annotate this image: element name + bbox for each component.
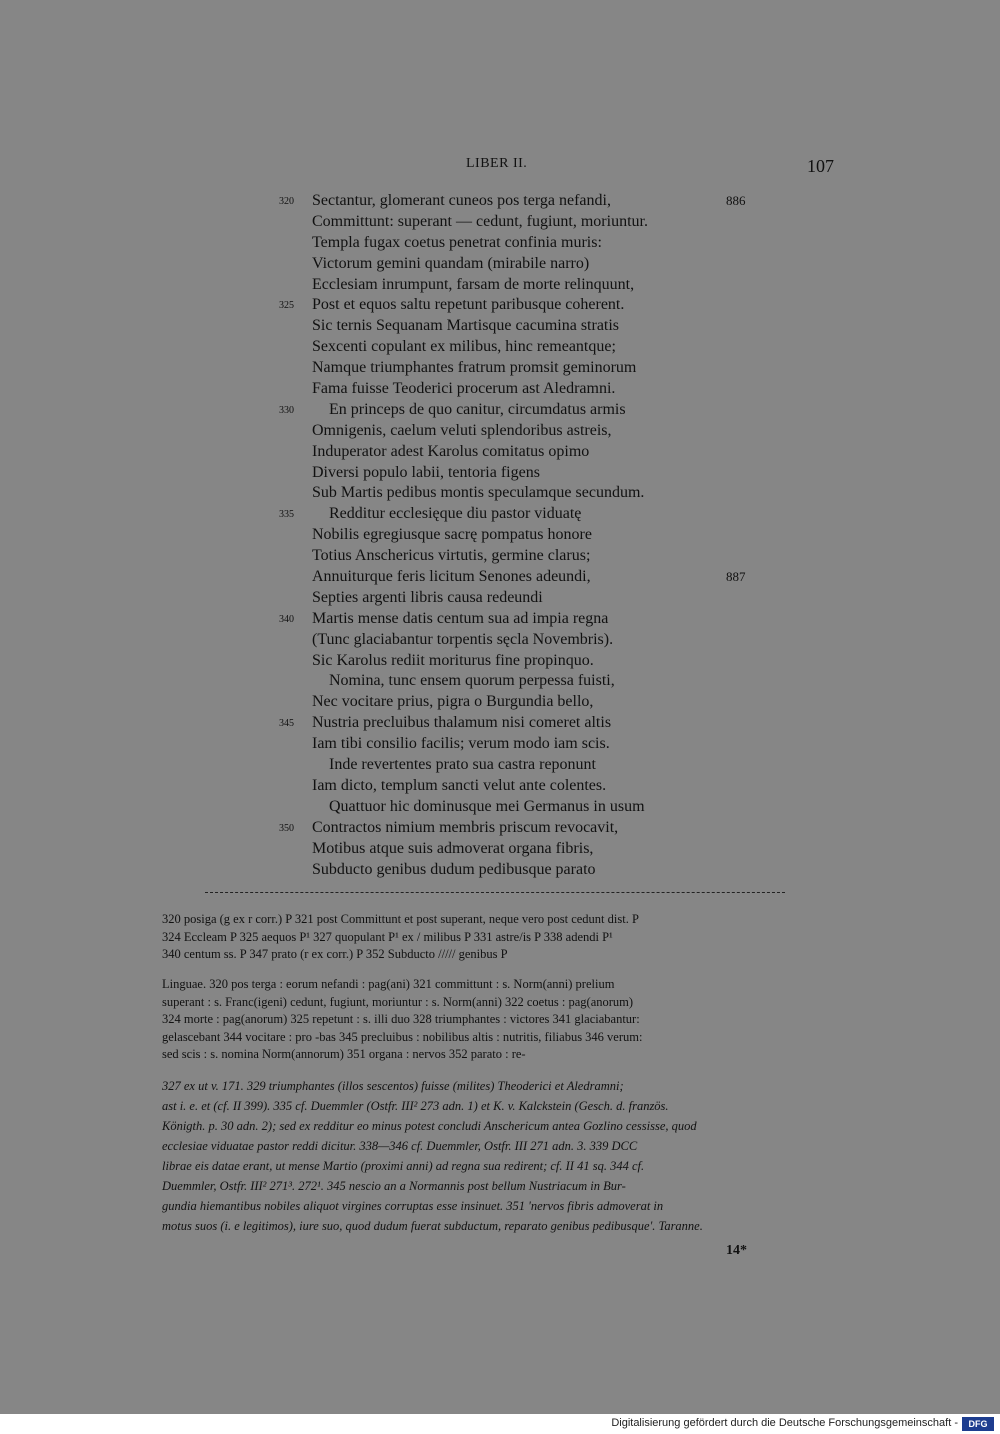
verse-text: Nustria precluibus thalamum nisi comeret altis (312, 714, 612, 732)
verse-line (0, 839, 1000, 860)
verse-text: (Tunc glaciabantur torpentis sęcla Novembris). (312, 630, 614, 648)
verse-text: Diversi populo labii, tentoria figens (312, 463, 540, 481)
line-number: 345 (279, 718, 294, 730)
verse-line (0, 483, 1000, 504)
verse-text: Annuiturque feris licitum Senones adeundi, (312, 568, 591, 586)
verse-line (0, 671, 1000, 692)
verse-line (0, 191, 1000, 212)
verse-line (0, 818, 1000, 839)
verse-line (0, 525, 1000, 546)
verse-text: Totius Anschericus virtutis, germine clarus; (312, 547, 591, 565)
footer-credit: Digitalisierung gefördert durch die Deutsche Forschungsgemeinschaft - (611, 1417, 958, 1429)
verse-text: Ecclesiam inrumpunt, farsam de morte relinquunt, (312, 275, 635, 293)
signature-mark: 14* (726, 1243, 747, 1258)
commentary-line: 327 ex ut v. 171. 329 triumphantes (illos sescentos) fuisse (milites) Theoderici et Aledramni; (162, 1079, 624, 1093)
verse-text: Templa fugax coetus penetrat confinia muris: (312, 233, 602, 251)
gloss-line: 324 morte : pag(anorum) 325 repetunt : s. illi duo 328 triumphantes : victores 341 glaciabantur: (162, 1012, 640, 1026)
verse-line (0, 316, 1000, 337)
gloss-line: Linguae. 320 pos terga : eorum nefandi : pag(ani) 321 committunt : s. Norm(anni) prelium (162, 977, 615, 991)
verse-text: Iam dicto, templum sancti velut ante colentes. (312, 776, 607, 794)
running-head (0, 152, 1000, 182)
verse-line (0, 567, 1000, 588)
commentary-line: ecclesiae viduatae pastor reddi dicitur. 338—346 cf. Duemmler, Ostfr. III 271 adn. 3. 339 DCC (162, 1139, 638, 1153)
verse-line (0, 776, 1000, 797)
verse-text: Nobilis egregiusque sacrę pompatus honore (312, 526, 592, 544)
verse-text: Sub Martis pedibus montis speculamque secundum. (312, 484, 645, 502)
verse-line (0, 275, 1000, 296)
verse-line (0, 442, 1000, 463)
running-title: LIBER II. (466, 156, 528, 171)
verse-line (0, 233, 1000, 254)
verse-line (0, 588, 1000, 609)
verse-text: Namque triumphantes fratrum promsit geminorum (312, 359, 637, 377)
commentary-line: motus suos (i. e legitimos), iure suo, quod dudum fuerat subductum, reparato genibus pedibusque'. Taranne. (162, 1219, 703, 1233)
verse-line (0, 797, 1000, 818)
verse-text: Redditur ecclesięque diu pastor viduatę (329, 505, 582, 523)
verse-line (0, 713, 1000, 734)
dfg-logo: DFG (962, 1417, 994, 1431)
commentary-line: Duemmler, Ostfr. III² 271³. 272¹. 345 nescio an a Normannis post bellum Nustriacum in Bur- (162, 1179, 626, 1193)
verse-line (0, 337, 1000, 358)
verse-text: Induperator adest Karolus comitatus opimo (312, 442, 590, 460)
verse-line (0, 504, 1000, 525)
apparatus-line: 324 Eccleam P 325 aequos P¹ 327 quopulant P¹ ex / milibus P 331 astre/is P 338 adendi P¹ (162, 929, 613, 944)
line-number: 335 (279, 509, 294, 521)
gloss-line: sed scis : s. nomina Norm(annorum) 351 organa : nervos 352 parato : re- (162, 1047, 526, 1061)
verse-line (0, 358, 1000, 379)
verse-text: Committunt: superant — cedunt, fugiunt, moriuntur. (312, 212, 648, 230)
gloss-line: superant : s. Franc(igeni) cedunt, fugiunt, moriuntur : s. Norm(anni) 322 coetus : pag(anorum) (162, 994, 634, 1009)
margin-year: 886 (726, 193, 746, 208)
verse-text: Nomina, tunc ensem quorum perpessa fuisti, (329, 672, 615, 690)
verse-line (0, 860, 1000, 881)
verse-line (0, 734, 1000, 755)
verse-text: Martis mense datis centum sua ad impia regna (312, 609, 609, 627)
verse-text: Sexcenti copulant ex milibus, hinc remeantque; (312, 338, 616, 356)
verse-text: Nec vocitare prius, pigra o Burgundia bello, (312, 693, 594, 711)
verse-block (0, 191, 1000, 880)
verse-text: Fama fuisse Teoderici procerum ast Aledramni. (312, 380, 616, 398)
verse-text: Contractos nimium membris priscum revocavit, (312, 818, 619, 836)
commentary (162, 1076, 832, 1236)
verse-line (0, 546, 1000, 567)
verse-text: Inde revertentes prato sua castra reponunt (329, 756, 596, 774)
footer-bar (0, 1414, 1000, 1434)
verse-text: Victorum gemini quandam (mirabile narro) (312, 254, 590, 272)
line-number: 320 (279, 196, 294, 207)
verse-line (0, 651, 1000, 672)
footnote-rule (205, 892, 785, 893)
glosses (162, 976, 832, 1064)
verse-text: Iam tibi consilio facilis; verum modo iam scis. (312, 735, 610, 753)
margin-year: 887 (726, 569, 746, 585)
commentary-line: Königth. p. 30 adn. 2); sed ex redditur eo minus potest concludi Anschericum antea Gozlino cessisse, quod (162, 1119, 697, 1133)
commentary-line: librae eis datae erant, ut mense Martio (proximi anni) ad regna sua redirent; cf. II 41 sq. 344 cf. (162, 1159, 645, 1173)
verse-text: En princeps de quo canitur, circumdatus armis (329, 400, 626, 418)
verse-text: Sectantur, glomerant cuneos pos terga nefandi, (312, 192, 611, 209)
verse-text: Subducto genibus dudum pedibusque parato (312, 860, 596, 878)
verse-text: Omnigenis, caelum veluti splendoribus astreis, (312, 421, 612, 439)
verse-text: Motibus atque suis admoverat organa fibris, (312, 839, 594, 857)
apparatus-line: 340 centum ss. P 347 prato (r ex corr.) P 352 Subducto ///// genibus P (162, 947, 508, 961)
gloss-line: gelascebant 344 vocitare : pro -bas 345 precluibus : nobilibus altis : nutritis, filiabus 346 verum: (162, 1029, 643, 1044)
verse-text: Septies argenti libris causa redeundi (312, 588, 543, 606)
line-number: 350 (279, 822, 294, 834)
verse-text: Quattuor hic dominusque mei Germanus in usum (329, 797, 645, 815)
verse-line (0, 295, 1000, 316)
verse-line (0, 609, 1000, 630)
verse-text: Sic ternis Sequanam Martisque cacumina stratis (312, 317, 620, 335)
verse-line (0, 379, 1000, 400)
verse-line (0, 755, 1000, 776)
commentary-line: ast i. e. et (cf. II 399). 335 cf. Duemmler (Ostfr. III² 273 adn. 1) et K. v. Kalckstein (Gesch. d. französ. (162, 1099, 669, 1113)
verse-line (0, 400, 1000, 421)
verse-line (0, 630, 1000, 651)
verse-line (0, 421, 1000, 442)
verse-line (0, 212, 1000, 233)
apparatus-line: 320 posiga (g ex r corr.) P 321 post Committunt et post superant, neque vero post cedunt dist. P (162, 912, 639, 926)
verse-line (0, 692, 1000, 713)
verse-line (0, 254, 1000, 275)
verse-text: Sic Karolus rediit moriturus fine propinquo. (312, 651, 594, 669)
commentary-line: gundia hiemantibus nobiles aliquot virgines corruptas esse insinuet. 351 'nervos fibris admoverat in (162, 1199, 664, 1213)
verse-line (0, 463, 1000, 484)
line-number: 330 (279, 404, 294, 416)
apparatus-criticus (162, 911, 832, 964)
page-number: 107 (807, 156, 834, 176)
verse-text: Post et equos saltu repetunt paribusque coherent. (312, 296, 625, 314)
line-number: 325 (279, 300, 294, 312)
line-number: 340 (279, 613, 294, 625)
